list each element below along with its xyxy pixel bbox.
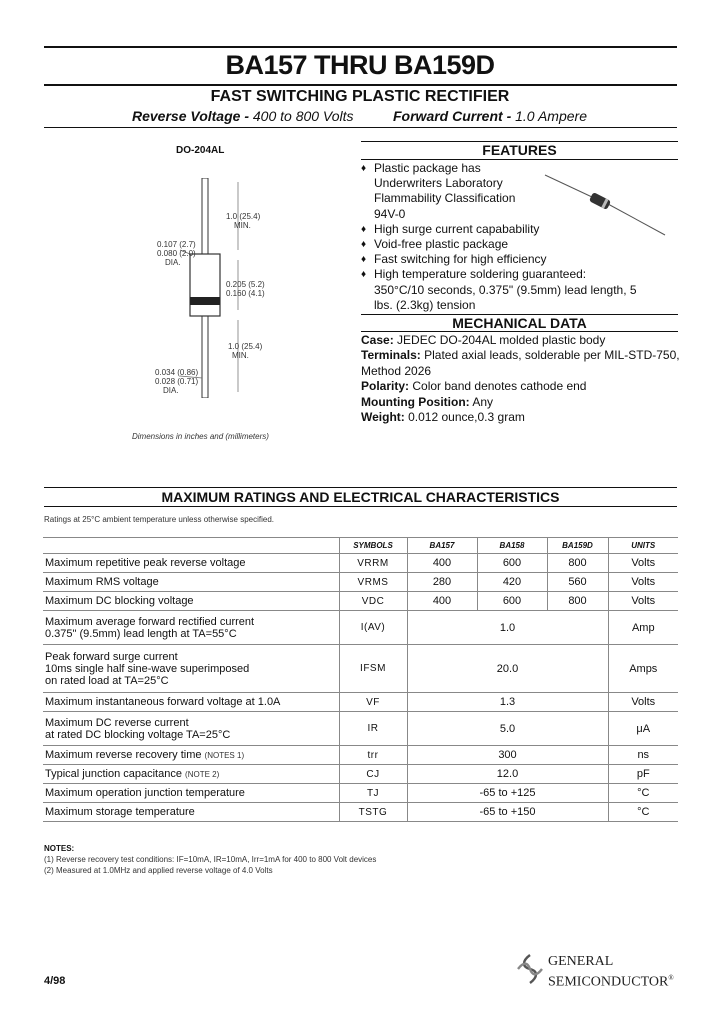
unit-cell: Volts: [608, 693, 678, 712]
notes-heading: NOTES:: [44, 844, 75, 853]
param-cell: [43, 645, 339, 693]
mech-mounting: [361, 395, 681, 410]
logo-line: GENERAL: [548, 954, 614, 969]
feature-text: High temperature soldering guaranteed: 350°C/10 seconds, 0.375" (9.5mm) lead length, 5 lbs. (2.3kg) tension: [374, 267, 637, 312]
dim-lead-dia: [155, 368, 198, 395]
dim-text: 1.0 (25.4): [226, 212, 261, 221]
unit-cell: Volts: [608, 592, 678, 611]
mech-case: [361, 333, 681, 348]
top-rule: [44, 46, 677, 48]
diamond-bullet-icon: ♦: [361, 163, 367, 174]
unit-cell: pF: [608, 765, 678, 784]
reverse-voltage-value: 400 to 800 Volts: [248, 108, 354, 124]
mech-label: Terminals:: [361, 348, 421, 363]
value-cell: 1.3: [407, 693, 608, 712]
param-line: Peak forward surge current: [45, 650, 178, 663]
symbol-cell: TSTG: [339, 803, 407, 822]
value-cell: 560: [547, 573, 608, 592]
param-cell: [43, 712, 339, 746]
features-heading: FEATURES: [482, 142, 557, 158]
table-row: [43, 573, 678, 592]
value-cell: 5.0: [407, 712, 608, 746]
unit-cell: Volts: [608, 573, 678, 592]
ratings-note: Ratings at 25°C ambient temperature unless otherwise specified.: [44, 515, 274, 524]
page-title: BA157 THRU BA159D: [225, 50, 495, 80]
dim-lead-bottom: [228, 342, 262, 360]
unit-cell: Amps: [608, 645, 678, 693]
dim-text: DIA.: [163, 386, 179, 395]
note-item: (1) Reverse recovery test conditions: IF=10mA, IR=10mA, Irr=1mA for 400 to 800 Volt devices: [44, 855, 377, 864]
feature-item: [361, 267, 639, 313]
dimension-note: Dimensions in inches and (millimeters): [132, 432, 269, 441]
param-cell: [43, 765, 339, 784]
value-cell: 20.0: [407, 645, 608, 693]
table-row: [43, 803, 678, 822]
param-text: Maximum reverse recovery time: [45, 749, 202, 761]
value-cell: 800: [547, 592, 608, 611]
dim-text: 0.107 (2.7): [157, 240, 196, 249]
unit-cell: Amp: [608, 611, 678, 645]
value-cell: 400: [407, 592, 477, 611]
table-row: [43, 765, 678, 784]
ratings-top-rule: [44, 487, 677, 488]
value-cell: 600: [477, 592, 547, 611]
logo-line: SEMICONDUCTOR: [548, 974, 669, 990]
dim-lead-top: [226, 212, 260, 230]
param-text: Typical junction capacitance: [45, 768, 182, 780]
param-cell: [43, 746, 339, 765]
unit-cell: μA: [608, 712, 678, 746]
feature-text: High surge current capabability: [374, 221, 540, 236]
symbol-cell: VDC: [339, 592, 407, 611]
table-row: [43, 592, 678, 611]
diamond-bullet-icon: ♦: [361, 254, 367, 266]
value-cell: 280: [407, 573, 477, 592]
title-rule: [44, 84, 677, 86]
table-row: [43, 712, 678, 746]
param-cell: Maximum storage temperature: [43, 803, 339, 822]
mech-label: Weight:: [361, 410, 405, 425]
package-label: DO-204AL: [176, 145, 225, 156]
header-cell: BA157: [407, 538, 477, 554]
value-cell: 12.0: [407, 765, 608, 784]
unit-cell: °C: [608, 784, 678, 803]
logo-line-2: [548, 970, 674, 991]
feature-text: Fast switching for high efficiency: [374, 252, 547, 267]
symbol-cell: VF: [339, 693, 407, 712]
mech-terminals: [361, 348, 681, 379]
feature-text: Void-free plastic package: [374, 237, 509, 252]
diode-illustration: [540, 170, 670, 240]
header-cell: BA159D: [547, 538, 608, 554]
param-cell: Maximum RMS voltage: [43, 573, 339, 592]
param-cell: [43, 611, 339, 645]
value-cell: 420: [477, 573, 547, 592]
note-item: (2) Measured at 1.0MHz and applied reverse voltage of 4.0 Volts: [44, 866, 273, 875]
symbol-cell: IFSM: [339, 645, 407, 693]
table-row: [43, 693, 678, 712]
symbol-cell: IR: [339, 712, 407, 746]
symbol-cell: VRMS: [339, 573, 407, 592]
forward-current: [393, 108, 587, 124]
param-line: at rated DC blocking voltage TA=25°C: [45, 728, 231, 741]
dim-text: 0.034 (0.86): [155, 368, 199, 377]
table-row: [43, 784, 678, 803]
dim-text: MIN.: [234, 221, 251, 230]
param-line: 0.375" (9.5mm) lead length at TA=55°C: [45, 627, 237, 640]
symbol-cell: TJ: [339, 784, 407, 803]
diamond-bullet-icon: ♦: [361, 269, 367, 281]
mech-label: Case:: [361, 333, 394, 347]
ratings-heading: MAXIMUM RATINGS AND ELECTRICAL CHARACTERISTICS: [161, 489, 560, 505]
dim-body-dia: [157, 240, 196, 267]
value-cell: 600: [477, 554, 547, 573]
mechanical-heading-underline: [361, 331, 678, 332]
ratings-heading-rule: [44, 506, 677, 507]
feature-text: Plastic package has Underwriters Laboratory Flammability Classification 94V-0: [374, 161, 516, 221]
unit-cell: °C: [608, 803, 678, 822]
revision-date: 4/98: [44, 975, 66, 987]
param-line: 10ms single half sine-wave superimposed: [45, 662, 250, 675]
mech-value: JEDEC DO-204AL molded plastic body: [393, 333, 606, 347]
dim-text: 0.205 (5.2): [226, 280, 265, 289]
table-row: [43, 746, 678, 765]
value-cell: 400: [407, 554, 477, 573]
table-row: [43, 554, 678, 573]
mech-value: 0.012 ounce,0.3 gram: [404, 410, 525, 425]
forward-current-value: 1.0 Ampere: [511, 108, 587, 124]
header-cell-param: [43, 538, 339, 554]
param-cell: Maximum operation junction temperature: [43, 784, 339, 803]
registered-mark: ®: [668, 974, 674, 982]
dim-text: 0.028 (0.71): [155, 377, 199, 386]
notes: [44, 843, 376, 876]
table-row: [43, 645, 678, 693]
feature-item: [361, 161, 539, 222]
header-cell: UNITS: [608, 538, 678, 554]
param-cell: Maximum DC blocking voltage: [43, 592, 339, 611]
unit-cell: ns: [608, 746, 678, 765]
table-header-row: [43, 538, 678, 554]
symbol-cell: CJ: [339, 765, 407, 784]
mechanical-heading: MECHANICAL DATA: [452, 315, 587, 331]
value-cell: 1.0: [407, 611, 608, 645]
feature-item: [361, 252, 661, 267]
param-cell: Maximum instantaneous forward voltage at 1.0A: [43, 693, 339, 712]
forward-current-label: Forward Current -: [393, 108, 512, 124]
param-line: Maximum average forward rectified current: [45, 615, 255, 628]
reverse-voltage-label: Reverse Voltage -: [132, 108, 249, 124]
mechanical-data: [361, 333, 681, 425]
param-line: on rated load at TA=25°C: [45, 674, 169, 687]
param-line: Maximum DC reverse current: [45, 716, 189, 729]
header-cell: SYMBOLS: [339, 538, 407, 554]
header-cell: BA158: [477, 538, 547, 554]
dim-text: 0.160 (4.1): [226, 289, 265, 298]
table-row: [43, 611, 678, 645]
dim-text: 1.0 (25.4): [228, 342, 263, 351]
param-cell: Maximum repetitive peak reverse voltage: [43, 554, 339, 573]
param-note: (NOTE 2): [185, 770, 220, 779]
symbol-cell: VRRM: [339, 554, 407, 573]
ratings-table: [43, 537, 678, 822]
mech-label: Mounting Position:: [361, 394, 470, 409]
mech-polarity: [361, 379, 681, 394]
mech-value: Any: [469, 394, 493, 409]
dim-text: MIN.: [232, 351, 249, 360]
symbol-cell: I(AV): [339, 611, 407, 645]
unit-cell: Volts: [608, 554, 678, 573]
value-cell: 800: [547, 554, 608, 573]
company-logo-text: [548, 954, 674, 991]
value-cell: 300: [407, 746, 608, 765]
symbol-cell: trr: [339, 746, 407, 765]
header-bottom-rule: [44, 127, 677, 128]
value-cell: -65 to +125: [407, 784, 608, 803]
mech-label: Polarity:: [361, 379, 410, 394]
value-cell: -65 to +150: [407, 803, 608, 822]
dim-body-length: [226, 280, 265, 298]
mech-value: Color band denotes cathode end: [409, 379, 587, 394]
reverse-voltage: [132, 108, 354, 124]
diamond-bullet-icon: ♦: [361, 239, 367, 251]
page-subtitle: FAST SWITCHING PLASTIC RECTIFIER: [210, 88, 510, 105]
param-note: (NOTES 1): [204, 751, 245, 760]
mech-value: Plated axial leads, solderable per MIL-STD-750, Method 2026: [361, 348, 680, 378]
dim-text: DIA.: [165, 258, 181, 267]
diamond-bullet-icon: ♦: [361, 223, 367, 235]
company-logo-icon: [514, 953, 546, 985]
mech-weight: [361, 410, 681, 425]
features-heading-underline: [361, 159, 678, 160]
dim-text: 0.080 (2.0): [157, 249, 196, 258]
